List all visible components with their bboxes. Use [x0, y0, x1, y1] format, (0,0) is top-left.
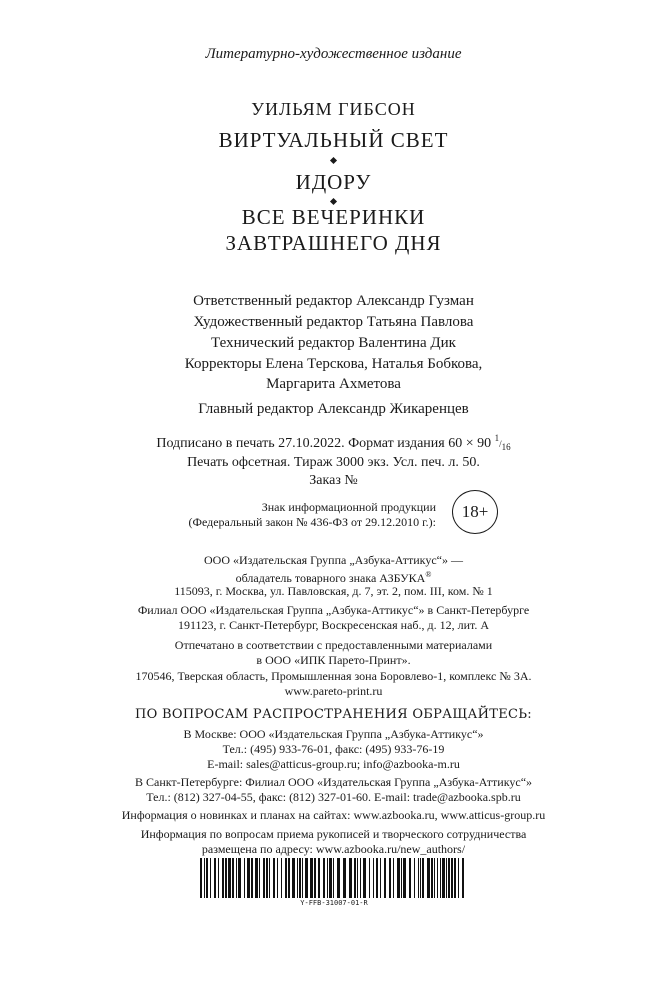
websites-line: Информация о новинках и планах на сайтах: www.azbooka.ru, www.atticus-group.ru: [121, 808, 546, 822]
barcode-bar: [323, 858, 325, 898]
age-sign-caption: Знак информационной продукции: [261, 500, 436, 514]
barcode-bar: [281, 858, 282, 898]
printer-website: www.pareto-print.ru: [284, 684, 383, 698]
order-number-line: Заказ №: [309, 473, 358, 488]
barcode-bar: [285, 858, 287, 898]
barcode-bar: [462, 858, 464, 898]
barcode-bar: [397, 858, 400, 898]
registered-icon: ®: [425, 570, 432, 579]
credit-line: Ответственный редактор Александр Гузман: [193, 293, 474, 309]
barcode-bar: [247, 858, 250, 898]
barcode-bar: [329, 858, 332, 898]
publisher-address: 115093, г. Москва, ул. Павловская, д. 7, эт. 2, пом. III, ком. № 1: [174, 584, 493, 598]
barcode-bar: [357, 858, 358, 898]
barcode-bar: [363, 858, 366, 898]
barcode-bar: [393, 858, 394, 898]
barcode-bar: [448, 858, 450, 898]
barcode-bar: [401, 858, 402, 898]
title-3: ВСЕ ВЕЧЕРИНКИ: [241, 205, 426, 229]
barcode-bar: [222, 858, 224, 898]
barcode-bar: [277, 858, 278, 898]
print-info-line-2: Печать офсетная. Тираж 3000 экз. Усл. печ. л. 50.: [187, 455, 480, 470]
barcode-bar: [373, 858, 374, 898]
separator-diamond-icon: [330, 198, 337, 205]
printer-address: 170546, Тверская область, Промышленная зона Боровлево-1, комплекс № 3А.: [135, 669, 532, 683]
branch-name: Филиал ООО «Издательская Группа „Азбука-Аттикус“» в Санкт-Петербурге: [137, 603, 530, 617]
barcode-bar: [236, 858, 237, 898]
barcode-bar: [314, 858, 316, 898]
barcode-bar: [333, 858, 334, 898]
barcode-bar: [343, 858, 346, 898]
barcode-bar: [427, 858, 430, 898]
barcode-bar: [337, 858, 340, 898]
barcode-bar: [389, 858, 391, 898]
barcode-bar: [434, 858, 435, 898]
credit-line: Маргарита Ахметова: [266, 376, 401, 392]
chief-editor-line: Главный редактор Александр Жикаренцев: [198, 401, 469, 417]
separator-diamond-icon: [330, 157, 337, 164]
title-1: ВИРТУАЛЬНЫЙ СВЕТ: [218, 128, 449, 152]
moscow-phone: Тел.: (495) 933-76-01, факс: (495) 933-76-19: [222, 742, 445, 756]
print-info-line-1: Подписано в печать 27.10.2022. Формат издания 60 × 90 1/16: [156, 433, 511, 452]
barcode-bar: [446, 858, 447, 898]
manuscripts-line: Информация по вопросам приема рукописей и творческого сотрудничества: [140, 827, 527, 841]
barcode-bar: [299, 858, 301, 898]
barcode-bar: [310, 858, 313, 898]
printed-note: Отпечатано в соответствии с предоставленными материалами: [174, 638, 493, 652]
barcode-bar: [266, 858, 268, 898]
barcode-bar: [251, 858, 253, 898]
barcode-bar: [422, 858, 424, 898]
credit-line: Художественный редактор Татьяна Павлова: [193, 314, 474, 330]
barcode-bar: [418, 858, 419, 898]
barcode-bar: [327, 858, 328, 898]
barcode-label: Y-FFB-31007-01-R: [300, 899, 368, 907]
barcode-bar: [225, 858, 227, 898]
barcode-bar: [273, 858, 275, 898]
barcode-bar: [292, 858, 295, 898]
barcode-bar: [380, 858, 381, 898]
format-fraction: 1/16: [494, 433, 511, 452]
barcode-bar: [206, 858, 208, 898]
barcode-bar: [458, 858, 459, 898]
barcode-bar: [232, 858, 234, 898]
barcode-bar: [369, 858, 370, 898]
barcode-bar: [431, 858, 433, 898]
barcode-bar: [376, 858, 378, 898]
barcode-bar: [214, 858, 216, 898]
barcode-bar: [263, 858, 265, 898]
barcode-bar: [288, 858, 290, 898]
branch-address: 191123, г. Санкт-Петербург, Воскресенская наб., д. 12, лит. А: [177, 618, 490, 632]
barcode-bar: [218, 858, 219, 898]
barcode-bar: [244, 858, 245, 898]
barcode-bar: [384, 858, 386, 898]
age-sign-law: (Федеральный закон № 436-ФЗ от 29.12.2010 г.):: [188, 515, 436, 529]
moscow-contact: В Москве: ООО «Издательская Группа „Азбука-Аттикус“»: [183, 727, 484, 741]
barcode-bar: [349, 858, 352, 898]
barcode-bar: [204, 858, 205, 898]
barcode-bar: [305, 858, 308, 898]
barcode-bar: [318, 858, 320, 898]
barcode-bar: [451, 858, 453, 898]
barcode-bar: [302, 858, 303, 898]
barcode-bar: [200, 858, 202, 898]
barcode-icon: [200, 858, 468, 898]
barcode-bar: [409, 858, 411, 898]
barcode-bar: [228, 858, 231, 898]
barcode-bar: [210, 858, 211, 898]
title-3-line-2: ЗАВТРАШНЕГО ДНЯ: [225, 231, 442, 255]
credit-line: Корректоры Елена Терскова, Наталья Бобкова,: [184, 356, 483, 372]
barcode-bar: [420, 858, 421, 898]
barcode-bar: [440, 858, 441, 898]
trademark-line: обладатель товарного знака АЗБУКА®: [235, 570, 432, 585]
barcode-bar: [255, 858, 258, 898]
barcode-bar: [403, 858, 406, 898]
age-rating-badge: 18+: [452, 490, 498, 534]
moscow-email: E-mail: sales@atticus-group.ru; info@azbooka-m.ru: [207, 757, 460, 771]
author-name: УИЛЬЯМ ГИБСОН: [251, 99, 416, 119]
barcode-bar: [269, 858, 270, 898]
credit-line: Технический редактор Валентина Дик: [211, 335, 456, 351]
barcode-bar: [259, 858, 260, 898]
barcode-bar: [360, 858, 361, 898]
publisher-name: ООО «Издательская Группа „Азбука-Аттикус“» —: [204, 553, 463, 567]
barcode-bar: [297, 858, 298, 898]
distribution-heading: ПО ВОПРОСАМ РАСПРОСТРАНЕНИЯ ОБРАЩАЙТЕСЬ:: [134, 707, 532, 722]
barcode-bar: [354, 858, 356, 898]
printer-name: в ООО «ИПК Парето-Принт».: [256, 653, 411, 667]
manuscripts-url: размещена по адресу: www.azbooka.ru/new_authors/: [201, 842, 466, 856]
barcode-bar: [437, 858, 438, 898]
title-2: ИДОРУ: [295, 170, 372, 194]
barcode-bar: [238, 858, 241, 898]
spb-phone: Тел.: (812) 327-04-55, факс: (812) 327-01-60. E-mail: trade@azbooka.spb.ru: [146, 790, 521, 804]
spb-contact: В Санкт-Петербурге: Филиал ООО «Издательская Группа „Азбука-Аттикус“»: [134, 775, 533, 789]
barcode-bar: [414, 858, 415, 898]
barcode-bar: [454, 858, 456, 898]
barcode-bar: [442, 858, 445, 898]
series-label: Литературно-художественное издание: [205, 46, 462, 62]
